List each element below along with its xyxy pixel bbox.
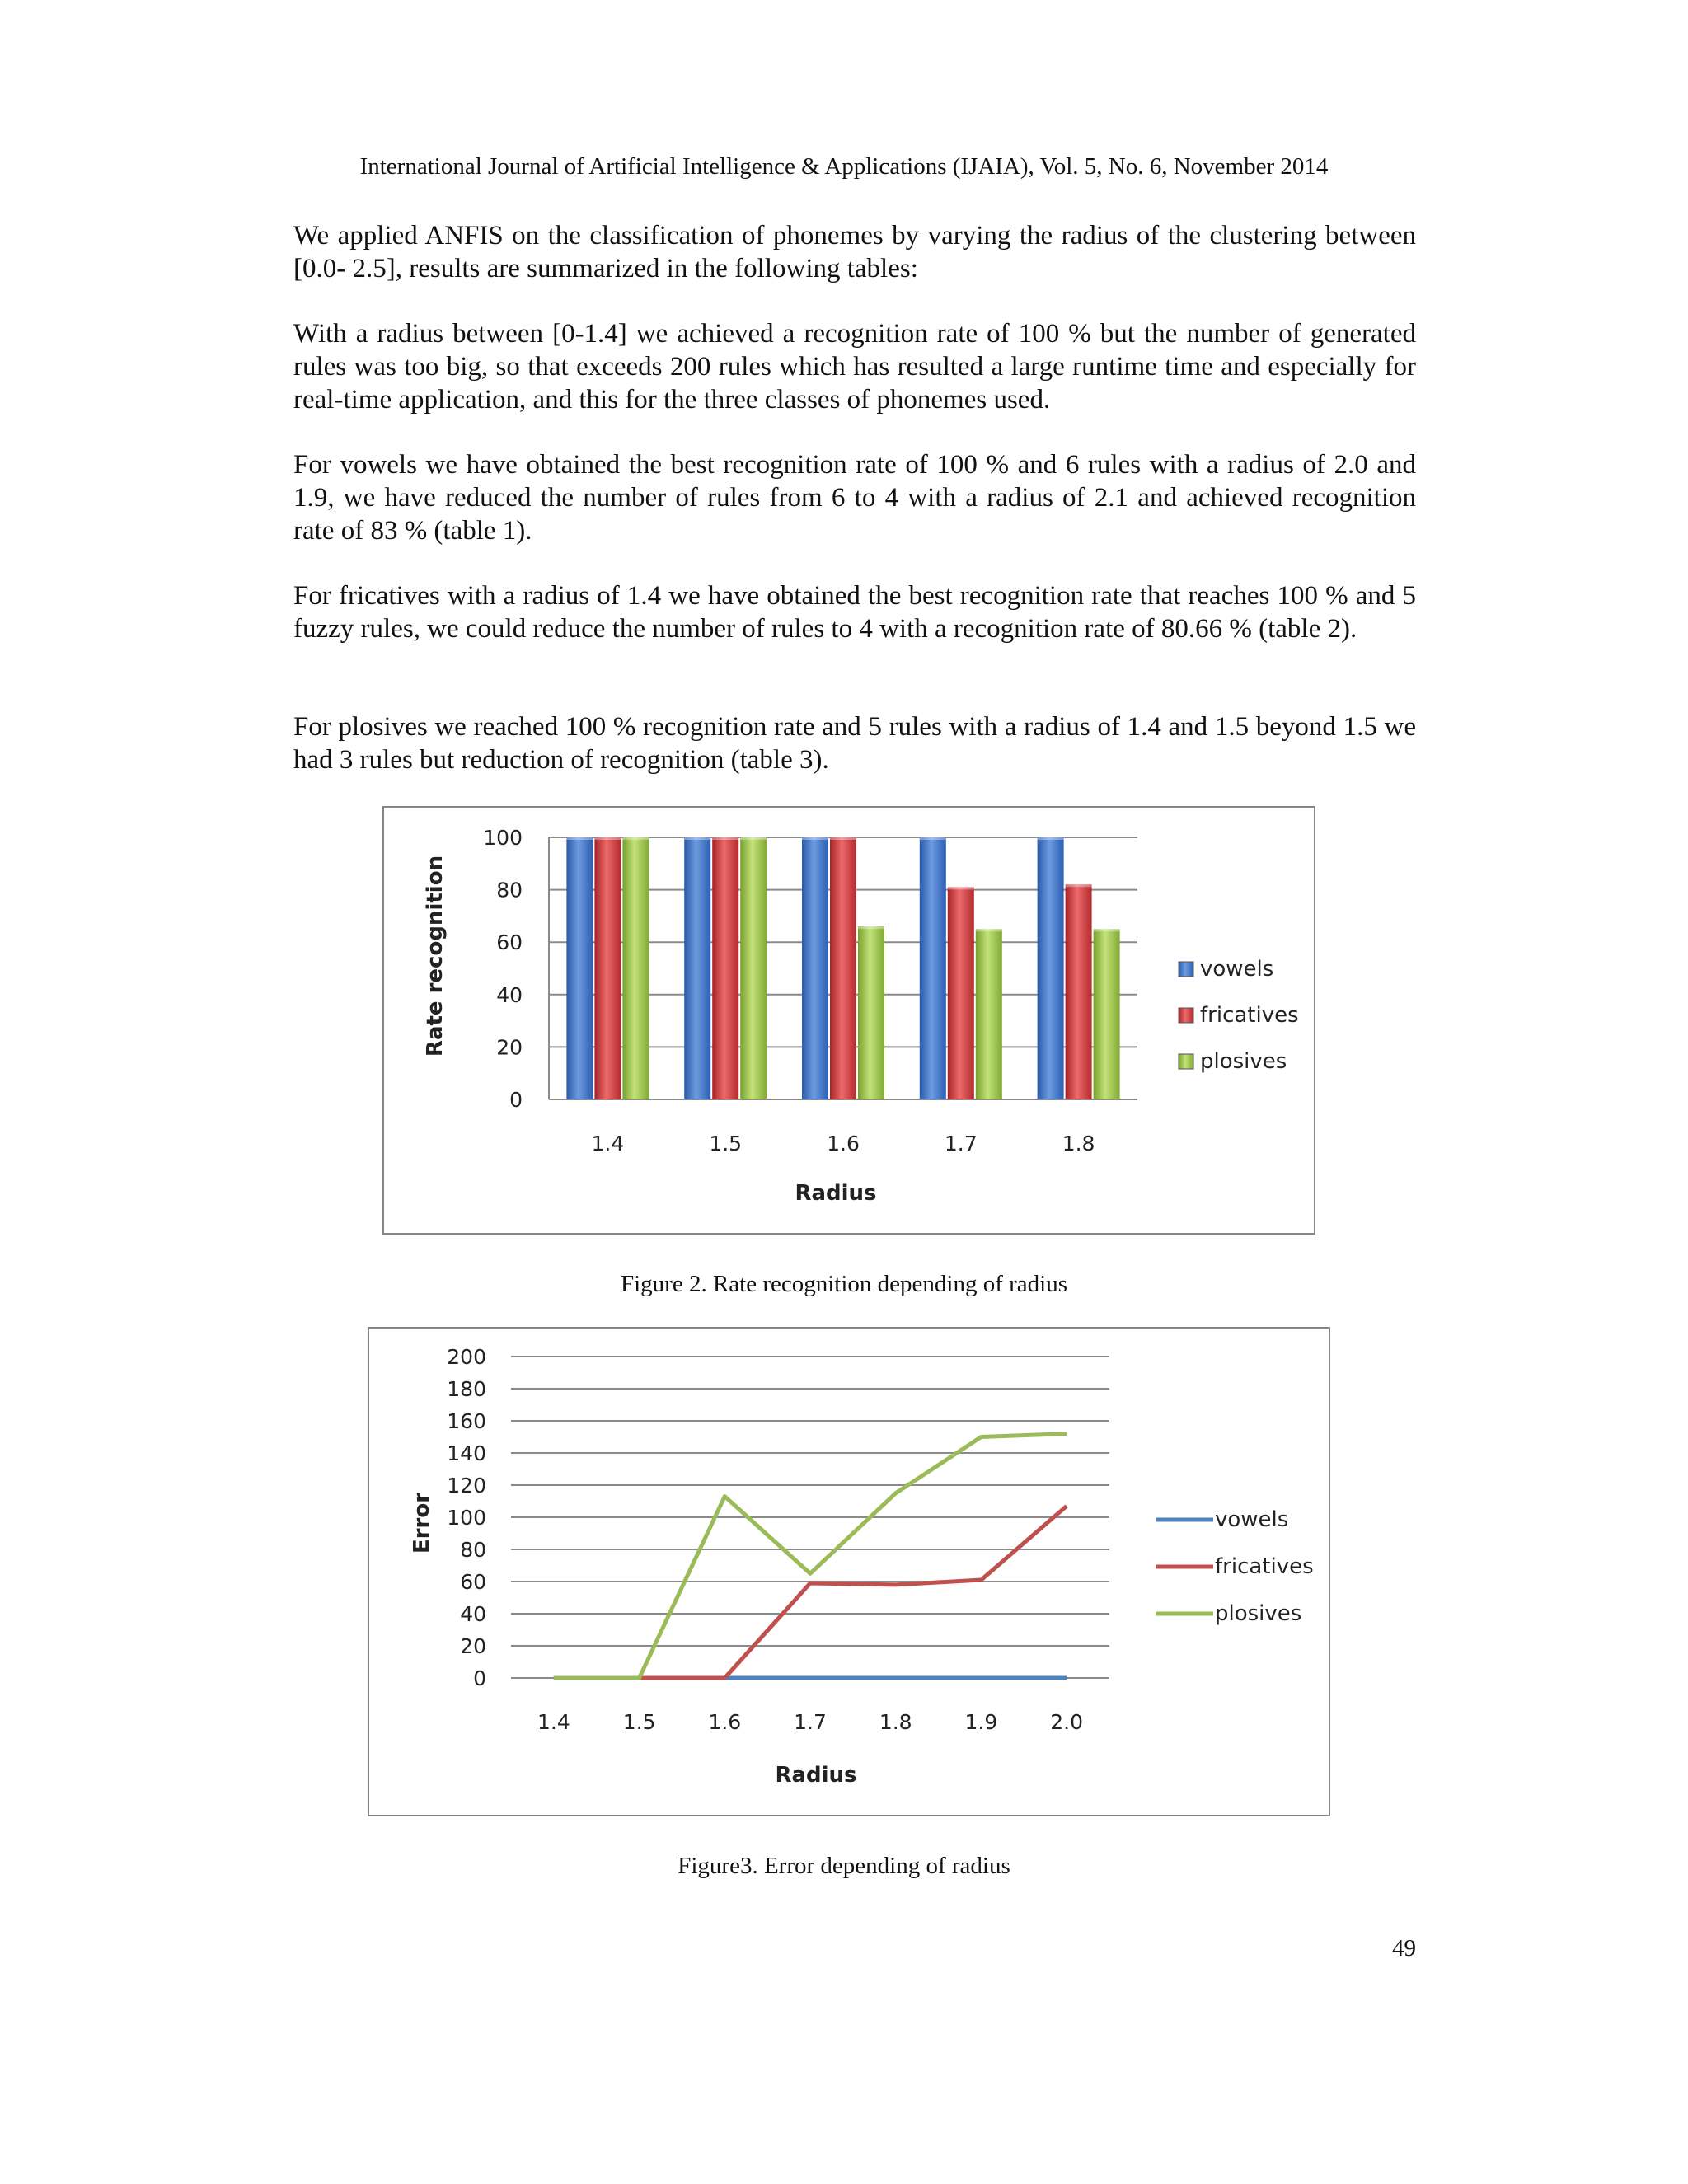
x-tick-label: 1.7 <box>944 1132 978 1155</box>
bar-fricatives-1.5 <box>712 837 738 1099</box>
figure-3-frame <box>368 1327 1330 1816</box>
x-axis-title: Radius <box>795 1181 877 1206</box>
y-tick-label: 160 <box>447 1409 486 1433</box>
bar-vowels-1.7 <box>920 837 946 1099</box>
x-tick-label: 1.7 <box>794 1710 827 1734</box>
y-tick-label: 80 <box>496 878 523 902</box>
x-tick-label: 1.6 <box>827 1132 860 1155</box>
legend-label-vowels: vowels <box>1215 1507 1289 1532</box>
bar-vowels-1.8 <box>1038 837 1064 1099</box>
x-tick-label: 1.5 <box>709 1132 743 1155</box>
bar-vowels-1.5 <box>684 837 710 1099</box>
y-tick-label: 100 <box>447 1506 486 1530</box>
y-axis-title: Rate recognition <box>423 855 448 1057</box>
y-tick-label: 140 <box>447 1441 486 1465</box>
bar-fricatives-1.4 <box>594 837 621 1099</box>
page-number: 49 <box>1392 1935 1416 1961</box>
bar-highlight <box>566 837 593 840</box>
bar-highlight <box>1066 884 1092 887</box>
y-tick-label: 60 <box>496 930 523 955</box>
x-tick-label: 1.4 <box>537 1710 570 1734</box>
bar-chart <box>384 808 1314 1233</box>
x-tick-label: 1.6 <box>708 1710 742 1734</box>
legend-label-vowels: vowels <box>1200 957 1274 982</box>
bar-highlight <box>976 929 1002 931</box>
paragraph-text: For fricatives with a radius of 1.4 we have obtained the best recognition rate that reaches 100 % and 5 fuzzy rules, we could reduce the number of rules to 4 with a recognition rate of 80.66 % (table 2). <box>293 581 1416 644</box>
bar-fricatives-1.6 <box>830 837 856 1099</box>
y-tick-label: 180 <box>447 1377 486 1401</box>
legend-label-fricatives: fricatives <box>1215 1554 1314 1579</box>
x-tick-label: 2.0 <box>1050 1710 1084 1734</box>
bar-highlight <box>740 837 767 840</box>
x-tick-label: 1.5 <box>622 1710 656 1734</box>
bar-highlight <box>684 837 710 840</box>
figure-2-frame <box>382 806 1315 1235</box>
y-tick-label: 20 <box>460 1634 486 1658</box>
legend-swatch-plosives <box>1179 1054 1193 1069</box>
bar-vowels-1.4 <box>566 837 593 1099</box>
bar-highlight <box>948 887 974 889</box>
y-tick-label: 100 <box>483 826 523 850</box>
y-tick-label: 0 <box>509 1088 523 1112</box>
y-tick-label: 40 <box>496 982 523 1007</box>
bar-highlight <box>830 837 856 840</box>
legend-swatch-fricatives <box>1179 1008 1193 1023</box>
figure-2-caption: Figure 2. Rate recognition depending of radius <box>620 1271 1067 1297</box>
paragraph-4 <box>293 579 1416 645</box>
paragraph-5 <box>293 710 1416 776</box>
paragraph-text: With a radius between [0-1.4] we achieved a recognition rate of 100 % but the number of generated rules was too big, so that exceeds 200 rules which has resulted a large runtime time and especially for real-time application, and this for the three classes of phonemes used. <box>293 319 1416 415</box>
bar-fricatives-1.7 <box>948 887 974 1099</box>
bar-plosives-1.4 <box>622 837 649 1099</box>
bar-highlight <box>920 837 946 840</box>
y-tick-label: 0 <box>473 1666 486 1690</box>
y-axis-title: Error <box>410 1492 434 1554</box>
figure-3-caption: Figure3. Error depending of radius <box>678 1853 1010 1879</box>
paragraph-3 <box>293 448 1416 547</box>
y-tick-label: 200 <box>447 1345 486 1369</box>
y-tick-label: 80 <box>460 1538 486 1562</box>
bar-plosives-1.6 <box>858 926 884 1099</box>
legend-label-plosives: plosives <box>1215 1601 1302 1626</box>
bar-highlight <box>1094 929 1120 931</box>
paragraph-text: We applied ANFIS on the classification of phonemes by varying the radius of the clustering between [0.0- 2.5], results are summarized in the following tables: <box>293 221 1416 284</box>
line-fricatives <box>554 1506 1067 1678</box>
x-axis-title: Radius <box>775 1763 857 1788</box>
x-tick-label: 1.9 <box>964 1710 998 1734</box>
bar-plosives-1.8 <box>1094 929 1120 1099</box>
x-tick-label: 1.8 <box>1062 1132 1095 1155</box>
legend-label-fricatives: fricatives <box>1200 1003 1299 1028</box>
bar-highlight <box>858 926 884 929</box>
paragraph-text: For vowels we have obtained the best recognition rate of 100 % and 6 rules with a radius of 2.0 and 1.9, we have reduced the number of rules from 6 to 4 with a radius of 2.1 and achieved recognition rate of 83 % (table 1). <box>293 450 1416 546</box>
x-tick-label: 1.4 <box>591 1132 625 1155</box>
y-tick-label: 60 <box>460 1570 486 1594</box>
bar-highlight <box>594 837 621 840</box>
line-plosives <box>554 1434 1067 1678</box>
legend-label-plosives: plosives <box>1200 1049 1287 1074</box>
journal-header: International Journal of Artificial Intelligence & Applications (IJAIA), Vol. 5, No. 6, November 2014 <box>359 153 1329 180</box>
y-tick-label: 120 <box>447 1474 486 1497</box>
y-tick-label: 40 <box>460 1602 486 1626</box>
y-tick-label: 20 <box>496 1035 523 1060</box>
paragraph-text: For plosives we reached 100 % recognition rate and 5 rules with a radius of 1.4 and 1.5 beyond 1.5 we had 3 rules but reduction of recognition (table 3). <box>293 712 1416 775</box>
paragraph-2 <box>293 317 1416 416</box>
bar-fricatives-1.8 <box>1066 884 1092 1099</box>
bar-plosives-1.7 <box>976 929 1002 1099</box>
bar-highlight <box>1038 837 1064 840</box>
bar-highlight <box>622 837 649 840</box>
bar-highlight <box>802 837 828 840</box>
paragraph-1 <box>293 219 1416 285</box>
bar-plosives-1.5 <box>740 837 767 1099</box>
bar-vowels-1.6 <box>802 837 828 1099</box>
line-chart <box>369 1329 1329 1815</box>
bar-highlight <box>712 837 738 840</box>
legend-swatch-vowels <box>1179 962 1193 977</box>
x-tick-label: 1.8 <box>879 1710 912 1734</box>
